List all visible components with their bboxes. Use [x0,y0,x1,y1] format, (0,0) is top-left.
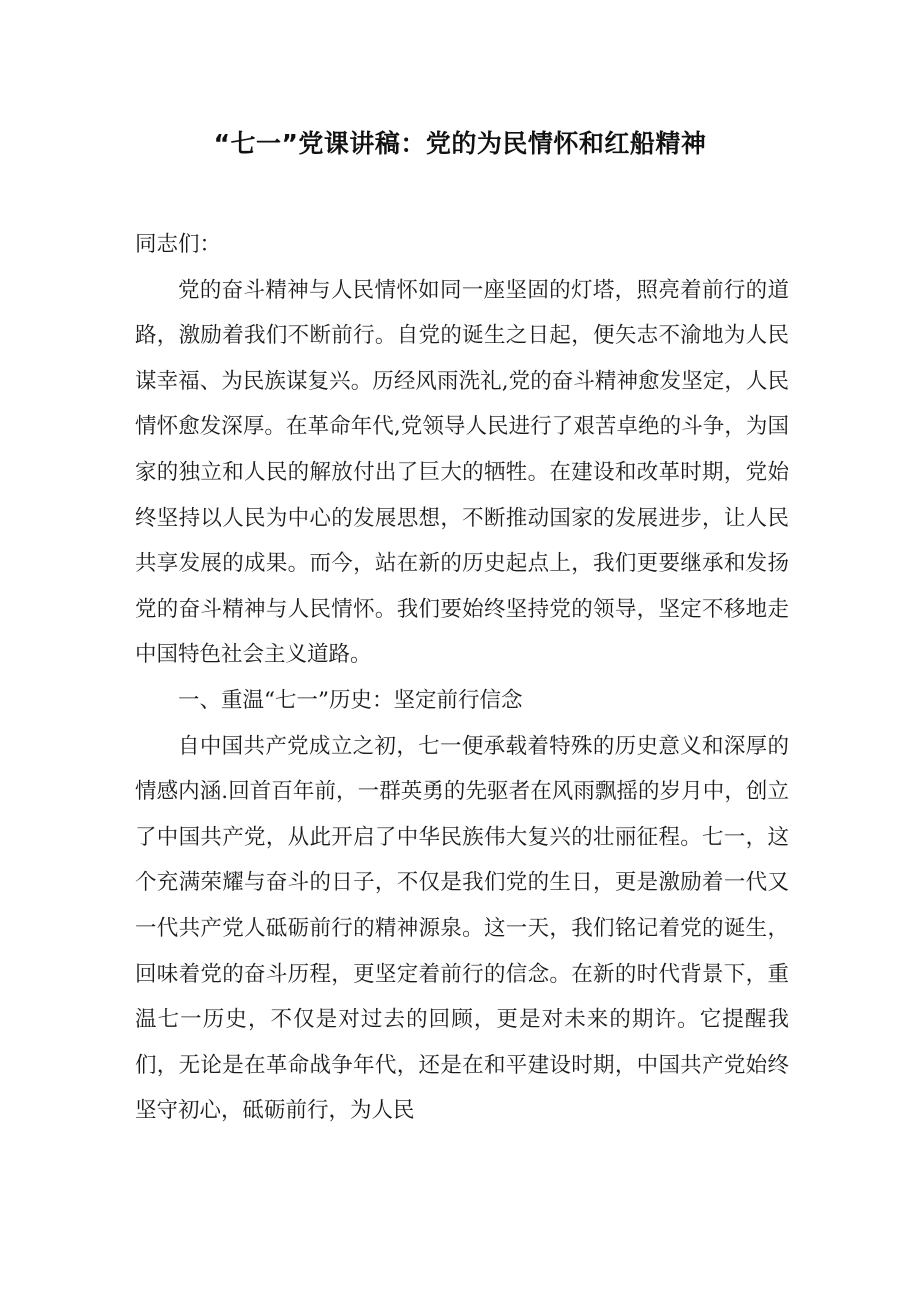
paragraph: 自中国共产党成立之初，七一便承载着特殊的历史意义和深厚的情感内涵.回首百年前，一群英勇的先驱者在风雨飘摇的岁月中，创立了中国共产党，从此开启了中华民族伟大复兴的壮丽征程。七一，这个充满荣耀与奋斗的日子，不仅是我们党的生日，更是激励着一代又一代共产党人砥砺前行的精神源泉。这一天，我们铭记着党的诞生，回味着党的奋斗历程，更坚定着前行的信念。在新的时代背景下，重温七一历史，不仅是对过去的回顾，更是对未来的期许。它提醒我们，无论是在革命战争年代，还是在和平建设时期，中国共产党始终坚守初心，砥砺前行，为人民 [135,733,789,1124]
document-title: “七一”党课讲稿：党的为民情怀和红船精神 [213,129,707,158]
section-heading: 一、重温“七一”历史：坚定前行信念 [178,687,523,713]
paragraph: 党的奋斗精神与人民情怀如同一座坚固的灯塔，照亮着前行的道路，激励着我们不断前行。自党的诞生之日起，便矢志不渝地为人民谋幸福、为民族谋复兴。历经风雨洗礼,党的奋斗精神愈发坚定，人民情怀愈发深厚。在革命年代,党领导人民进行了艰苦卓绝的斗争，为国家的独立和人民的解放付出了巨大的牺牲。在建设和改革时期，党始终坚持以人民为中心的发展思想，不断推动国家的发展进步，让人民共享发展的成果。而今，站在新的历史起点上，我们更要继承和发扬党的奋斗精神与人民情怀。我们要始终坚持党的领导，坚定不移地走中国特色社会主义道路。 [135,277,789,668]
salutation: 同志们： [135,232,222,257]
document-body [135,222,789,1134]
